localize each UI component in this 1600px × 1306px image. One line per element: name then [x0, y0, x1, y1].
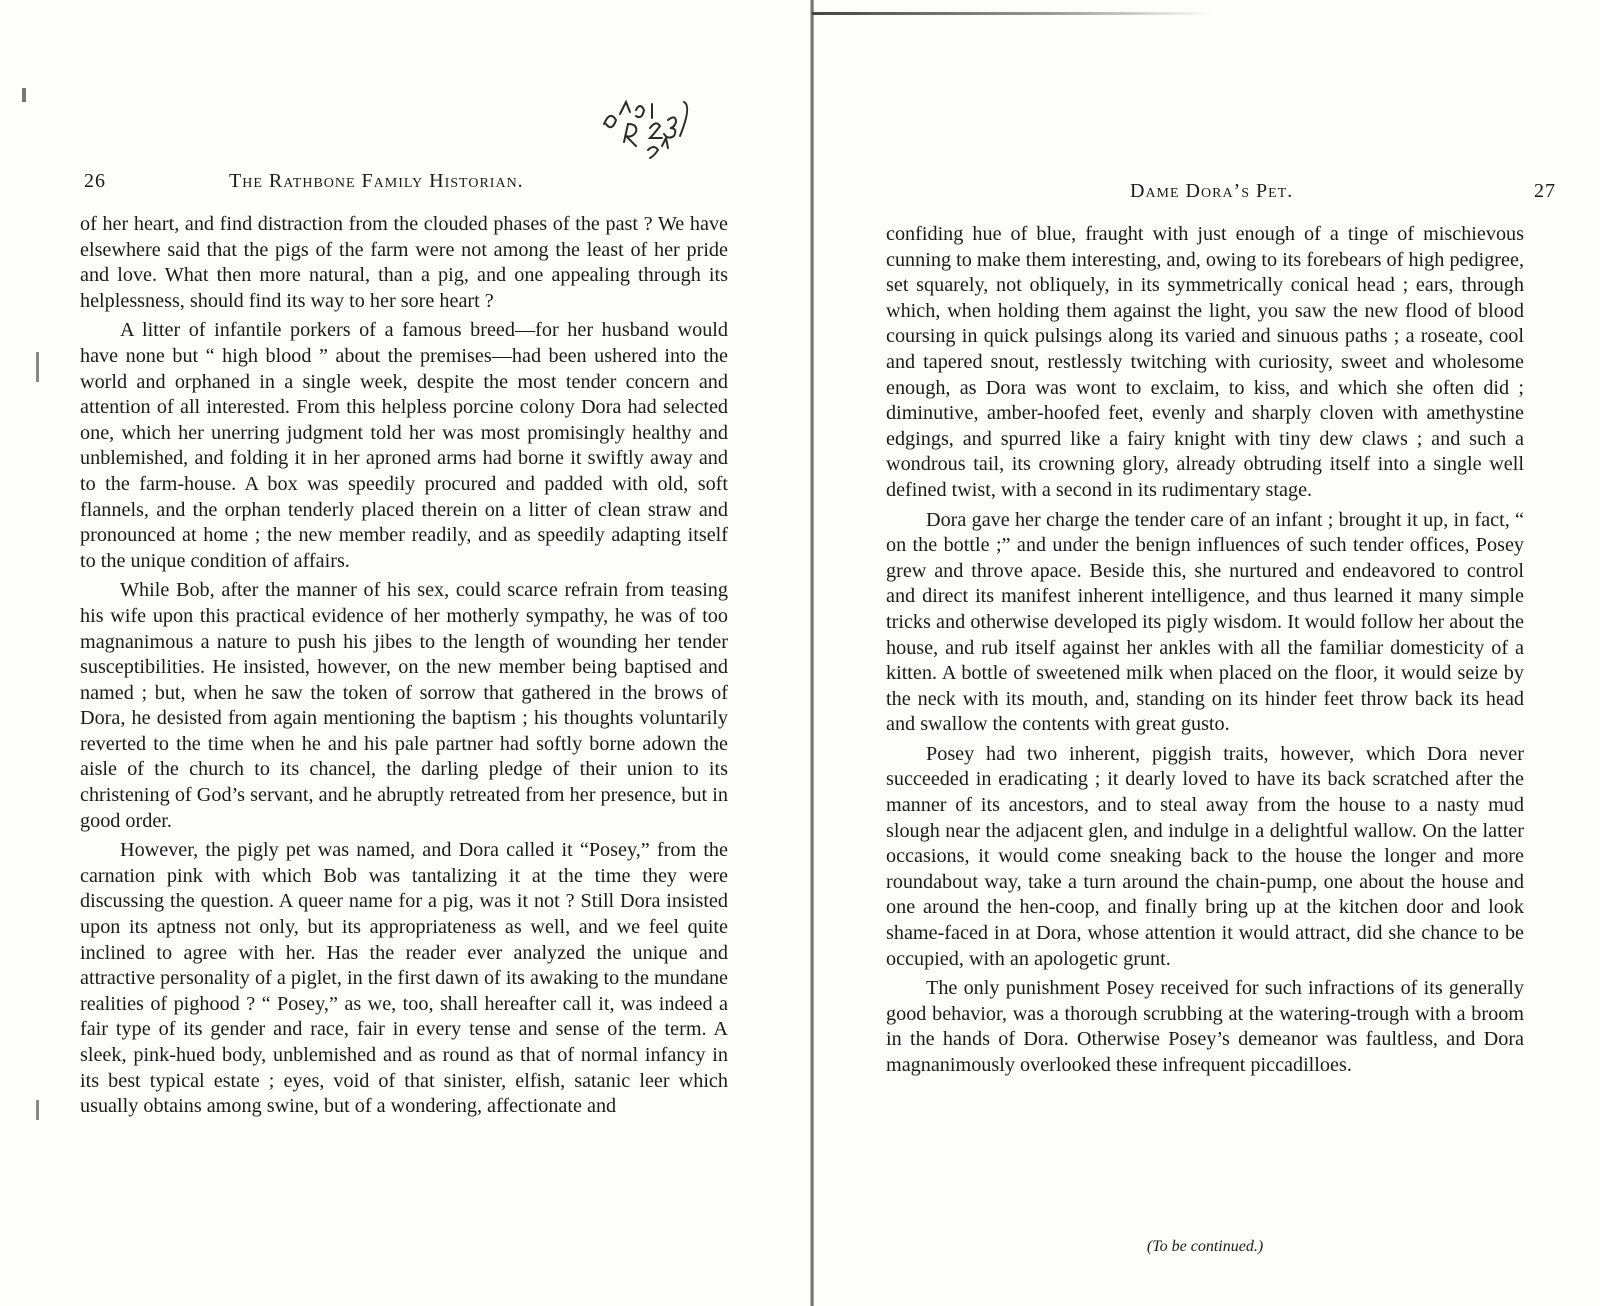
running-title: Dame Dora’s Pet.: [1130, 180, 1294, 202]
right-page-body: [886, 222, 1524, 1083]
paragraph: Posey had two inherent, piggish traits, however, which Dora never succeeded in eradicating ; it dearly loved to have its back scratched after the manner of its ancestors, and to steal away from the house to a nasty mud slough near the adjacent glen, and indulge in a delightful wallow. On the latter occasions, it would come sneaking back to the house the longer and more roundabout way, take a turn around the chain-pump, one about the house and one around the hen-coop, and finally bring up at the kitchen door and look shame-faced in at Dora, whose attention it would attract, did she chance to be occupied, with an apologetic grunt.: [886, 742, 1524, 970]
running-title: The Rathbone Family Historian.: [229, 170, 524, 192]
right-page-header: [896, 180, 1556, 208]
paragraph: The only punishment Posey received for such infractions of its generally good behavior, was a thorough scrubbing at the watering-trough with a broom in the hands of Dora. Otherwise Posey’s demeanor was faultless, and Dora magnanimously overlooked these infrequent piccadilloes.: [886, 977, 1524, 1076]
ink-speck: [36, 1100, 39, 1120]
paragraph: Dora gave her charge the tender care of an infant ; brought it up, in fact, “ on the bottle ;” and under the benign influences of such tender offices, Posey grew and throve apace. Beside this, she nurtured and endeavored to control and direct its manifest inherent intelligence, and thus learned it many simple tricks and otherwise developed its pigly wisdom. It would follow her about the house, and rub itself against her ankles with all the familiar domesticity of a kitten. A bottle of sweetened milk when placed on the floor, it would seize by the neck with its mouth, and, standing on its hinder feet throw back its head and swallow the contents with great gusto.: [886, 508, 1524, 736]
right-page: [816, 0, 1600, 1306]
paragraph: However, the pigly pet was named, and Dora called it “Posey,” from the carnation pink with which Bob was tantalizing it at the time they were discussing the question. A queer name for a pig, was it not ? Still Dora insisted upon its aptness not only, but its appropriateness as well, and we feel quite inclined to agree with her. Has the reader ever analyzed the unique and attractive personality of a piglet, in the first dawn of its awaking to the mundane realities of pighood ? “ Posey,” as we, too, shall hereafter call it, was indeed a fair type of its gender and race, fair in every tense and sense of the term. A sleek, pink-hued body, unblemished and as round as that of normal infancy in its best typical estate ; eyes, void of that sinister, elfish, satanic leer which usually obtains among swine, but of a wondering, affectionate and: [80, 839, 728, 1118]
left-page-body: [80, 212, 728, 1124]
paragraph: A litter of infantile porkers of a famous breed—for her husband would have none but “ high blood ” about the premises—had been ushered into the world and orphaned in a single week, despite the most tender concern and attention of all interested. From this helpless porcine colony Dora had selected one, which her unerring judgment told her was most promisingly healthy and unblemished, and folding it in her aproned arms had borne it swiftly away and to the farm-house. A box was speedily procured and padded with old, soft flannels, and the orphan tenderly placed therein on a litter of clean straw and pronounced at home ; the new member readily, and as speedily adapting itself to the unique condition of affairs.: [80, 319, 728, 572]
paragraph: of her heart, and find distraction from the clouded phases of the past ? We have elsewhere said that the pigs of the farm were not among the least of her pride and love. What then more natural, than a pig, and one appealing through its helplessness, should find its way to her sore heart ?: [80, 213, 728, 312]
ink-speck: [22, 88, 26, 102]
continuation-note: (To be continued.): [1146, 1238, 1264, 1255]
page-number: 27: [1534, 180, 1556, 202]
left-page-header: [84, 170, 724, 198]
ink-speck: [36, 352, 39, 382]
handwritten-annotation: [596, 84, 716, 164]
paragraph: confiding hue of blue, fraught with just enough of a tinge of mischievous cunning to make them interesting, and, owing to its forebears of high pedigree, set squarely, not obliquely, in its symmetrically conical head ; ears, through which, when holding them against the light, you saw the new flood of blood coursing in quick pulsings along its varied and sinuous paths ; a roseate, cool and tapered snout, restlessly twitching with curiosity, sweet and wholesome enough, as Dora was wont to exclaim, to kiss, and which she often did ; diminutive, amber-hoofed feet, evenly and sharply cloven with amethystine edgings, and spurred like a fairy knight with tiny dew claws ; and such a wondrous tail, its crowning glory, already obtruding itself into a single well defined twist, with a second in its rudimentary stage.: [886, 223, 1524, 501]
paragraph: While Bob, after the manner of his sex, could scarce refrain from teasing his wife upon this practical evidence of her motherly sympathy, he was of too magnanimous a nature to push his jibes to the length of wounding her tender susceptibilities. He insisted, however, on the new member being baptised and named ; but, when he saw the token of sorrow that gathered in the brows of Dora, he desisted from again mentioning the baptism ; his thoughts voluntarily reverted to the time when he and his pale partner had softly borne adown the aisle of the church to its chancel, the darling pledge of their union to its christening of God’s servant, and he abruptly retreated from her presence, but in good order.: [80, 579, 728, 832]
page-number: 26: [84, 170, 106, 192]
